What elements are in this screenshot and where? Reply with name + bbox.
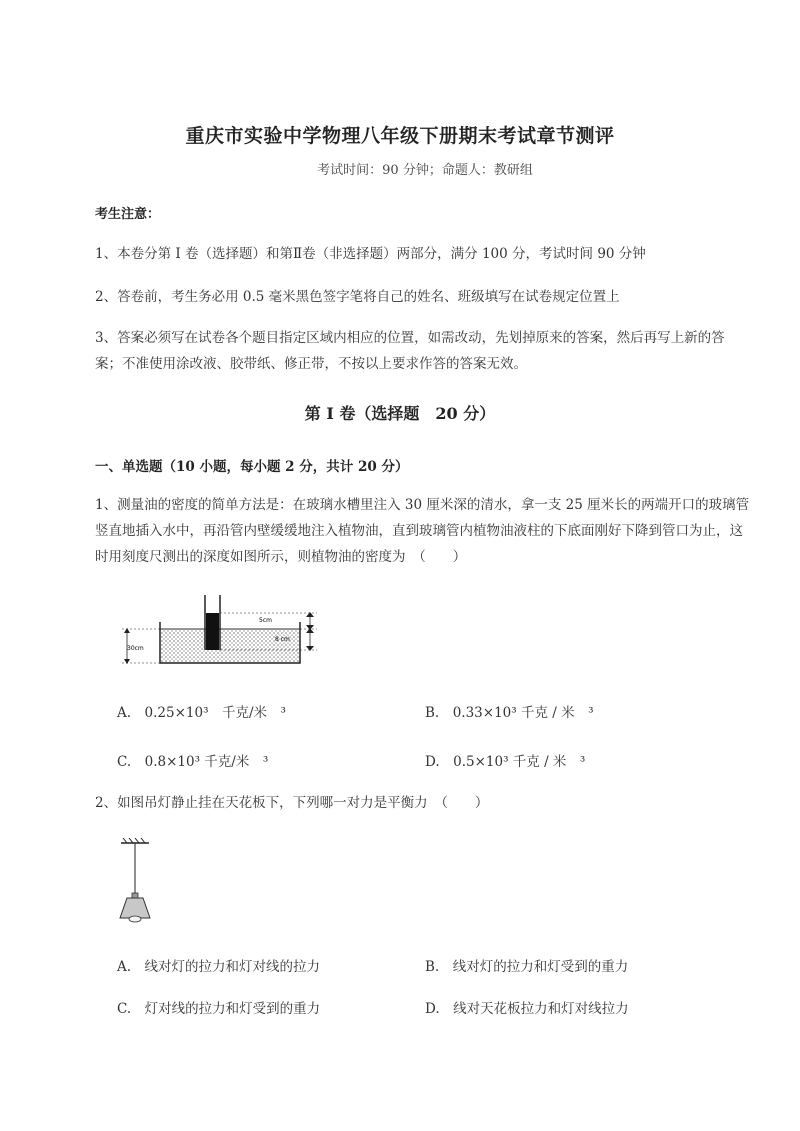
lamp-shade xyxy=(120,898,150,918)
hanging-lamp-diagram xyxy=(115,838,155,923)
question-2-stem: 2、如图吊灯静止挂在天花板下，下列哪一对力是平衡力 （ ） xyxy=(95,795,489,811)
question-1-option-d[interactable]: D. 0.5×10³ 千克 / 米 ³ xyxy=(425,754,586,770)
water-tank-diagram xyxy=(117,592,332,667)
notice-item-3: 3、答案必须写在试卷各个题目指定区域内相应的位置，如需改动，先划掉原来的答案，然后再写上新的答案；不准使用涂改液、胶带纸、修正带，不按以上要求作答的答案无效。 xyxy=(95,330,725,372)
section-title: 第 I 卷（选择题 20 分） xyxy=(304,404,496,423)
question-1-option-c[interactable]: C. 0.8×10³ 千克/米 ³ xyxy=(117,754,269,770)
notice-item-2: 2、答卷前，考生务必用 0.5 毫米黑色签字笔将自己的姓名、班级填写在试卷规定位置上 xyxy=(95,289,620,305)
question-1-figure xyxy=(117,592,332,667)
question-1-option-b[interactable]: B. 0.33×10³ 千克 / 米 ³ xyxy=(425,705,594,721)
notice-heading: 考生注意： xyxy=(95,207,161,222)
notice-item-1: 1、本卷分第 I 卷（选择题）和第Ⅱ卷（非选择题）两部分，满分 100 分，考试时间 90 分钟 xyxy=(95,246,646,262)
water-area xyxy=(160,629,300,663)
label-left-depth: 30cm xyxy=(127,645,144,652)
part-heading: 一、单选题（10 小题，每小题 2 分，共计 20 分） xyxy=(95,459,409,475)
question-2-figure xyxy=(115,838,155,923)
label-top-right: 5cm xyxy=(259,617,272,624)
page-title: 重庆市实验中学物理八年级下册期末考试章节测评 xyxy=(185,125,615,147)
question-2-option-d[interactable]: D. 线对天花板拉力和灯对线拉力 xyxy=(425,1001,629,1017)
question-1-option-a[interactable]: A. 0.25×10³ 千克/米 ³ xyxy=(117,705,286,721)
label-mid-right: 8 cm xyxy=(275,636,290,643)
question-2-option-a[interactable]: A. 线对灯的拉力和灯对线的拉力 xyxy=(117,959,321,975)
question-2-option-c[interactable]: C. 灯对线的拉力和灯受到的重力 xyxy=(117,1001,321,1017)
question-2-option-b[interactable]: B. 线对灯的拉力和灯受到的重力 xyxy=(425,959,629,975)
lamp-bulb xyxy=(129,916,141,922)
exam-info: 考试时间：90 分钟；命题人：教研组 xyxy=(317,163,533,178)
question-1-stem: 1、测量油的密度的简单方法是：在玻璃水槽里注入 30 厘米深的清水，拿一支 25 厘米长的两端开口的玻璃管竖直地插入水中，再沿管内壁缓缓地注入植物油，直到玻璃管内植物油液柱的下底面刚好下降到管口为止，这时用刻度尺测出的深度如图所示，则植物油的密度为 （ ） xyxy=(95,497,750,565)
oil-column xyxy=(206,613,219,650)
